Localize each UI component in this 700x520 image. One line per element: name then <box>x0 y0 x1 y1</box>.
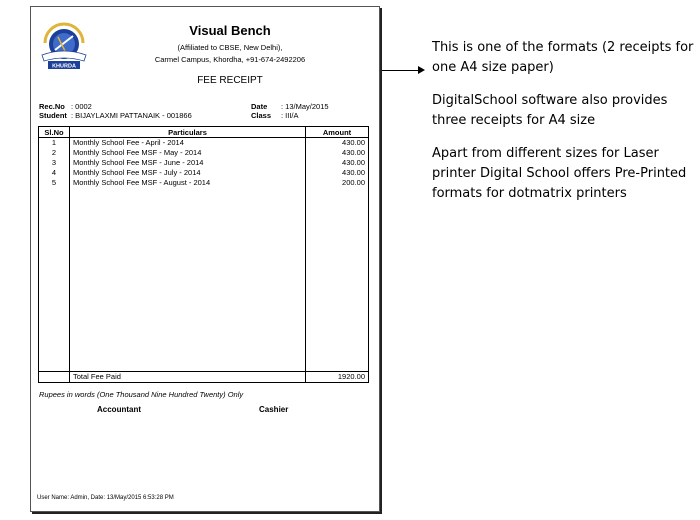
row-amount: 430.00 <box>306 148 369 158</box>
organization-affiliation: (Affiliated to CBSE, New Delhi), <box>177 43 283 52</box>
header-amount: Amount <box>306 127 369 138</box>
receipt-footer: User Name: Admin, Date: 13/May/2015 6:53:28 PM <box>37 495 174 501</box>
class-row <box>251 111 329 120</box>
rec-no-row <box>39 102 192 111</box>
row-amount: 430.00 <box>306 138 369 149</box>
date-value: : 13/May/2015 <box>281 102 329 111</box>
cashier-signature-label: Cashier <box>259 405 289 414</box>
table-row <box>39 138 369 149</box>
row-sl-no: 3 <box>39 158 70 168</box>
row-particulars: Monthly School Fee MSF - August - 2014 <box>70 178 306 188</box>
row-sl-no: 4 <box>39 168 70 178</box>
empty-row-space <box>39 188 369 372</box>
row-amount: 430.00 <box>306 158 369 168</box>
row-particulars: Monthly School Fee MSF - July - 2014 <box>70 168 306 178</box>
date-row <box>251 102 329 111</box>
arrow-icon <box>382 70 420 71</box>
class-label: Class <box>251 111 272 120</box>
row-sl-no: 5 <box>39 178 70 188</box>
row-amount: 430.00 <box>306 168 369 178</box>
rec-no-label: Rec.No <box>39 102 65 111</box>
organization-address: Carmel Campus, Khordha, +91-674-2492206 <box>154 55 306 64</box>
row-particulars: Monthly School Fee MSF - May - 2014 <box>70 148 306 158</box>
student-value: : BIJAYLAXMI PATTANAIK - 001866 <box>71 111 192 120</box>
arrow-head-icon <box>418 66 425 74</box>
table-row <box>39 158 369 168</box>
notes-panel <box>432 38 694 217</box>
receipt-meta-right <box>251 102 329 120</box>
note-paragraph: Apart from different sizes for Laser printer Digital School offers Pre-Printed formats for dotmatrix printers <box>432 146 687 201</box>
rec-no-value: : 0002 <box>71 102 92 111</box>
table-row <box>39 168 369 178</box>
fee-receipt <box>30 6 380 512</box>
student-row <box>39 111 192 120</box>
amount-in-words: Rupees in words (One Thousand Nine Hundred Twenty) Only <box>39 390 244 399</box>
note-paragraph: DigitalSchool software also provides three receipts for A4 size <box>432 93 668 128</box>
fee-table <box>38 126 369 383</box>
total-row <box>39 372 369 383</box>
receipt-meta-left <box>39 102 192 120</box>
table-row <box>39 178 369 188</box>
student-label: Student <box>39 111 67 120</box>
header-sl-no: Sl.No <box>39 127 70 138</box>
header-particulars: Particulars <box>70 127 306 138</box>
row-particulars: Monthly School Fee - April - 2014 <box>70 138 306 149</box>
class-value: : III/A <box>281 111 299 120</box>
row-sl-no: 2 <box>39 148 70 158</box>
total-value: 1920.00 <box>306 372 369 383</box>
table-row <box>39 148 369 158</box>
row-particulars: Monthly School Fee MSF - June - 2014 <box>70 158 306 168</box>
organization-name: Visual Bench <box>189 23 271 38</box>
receipt-title: FEE RECEIPT <box>197 75 263 86</box>
fee-table-header <box>39 127 369 138</box>
row-sl-no: 1 <box>39 138 70 149</box>
date-label: Date <box>251 102 268 111</box>
accountant-signature-label: Accountant <box>97 405 141 414</box>
total-label: Total Fee Paid <box>70 372 306 383</box>
row-amount: 200.00 <box>306 178 369 188</box>
logo-banner-text: KHURDA <box>52 63 76 70</box>
note-paragraph: This is one of the formats (2 receipts for one A4 size paper) <box>432 40 694 75</box>
